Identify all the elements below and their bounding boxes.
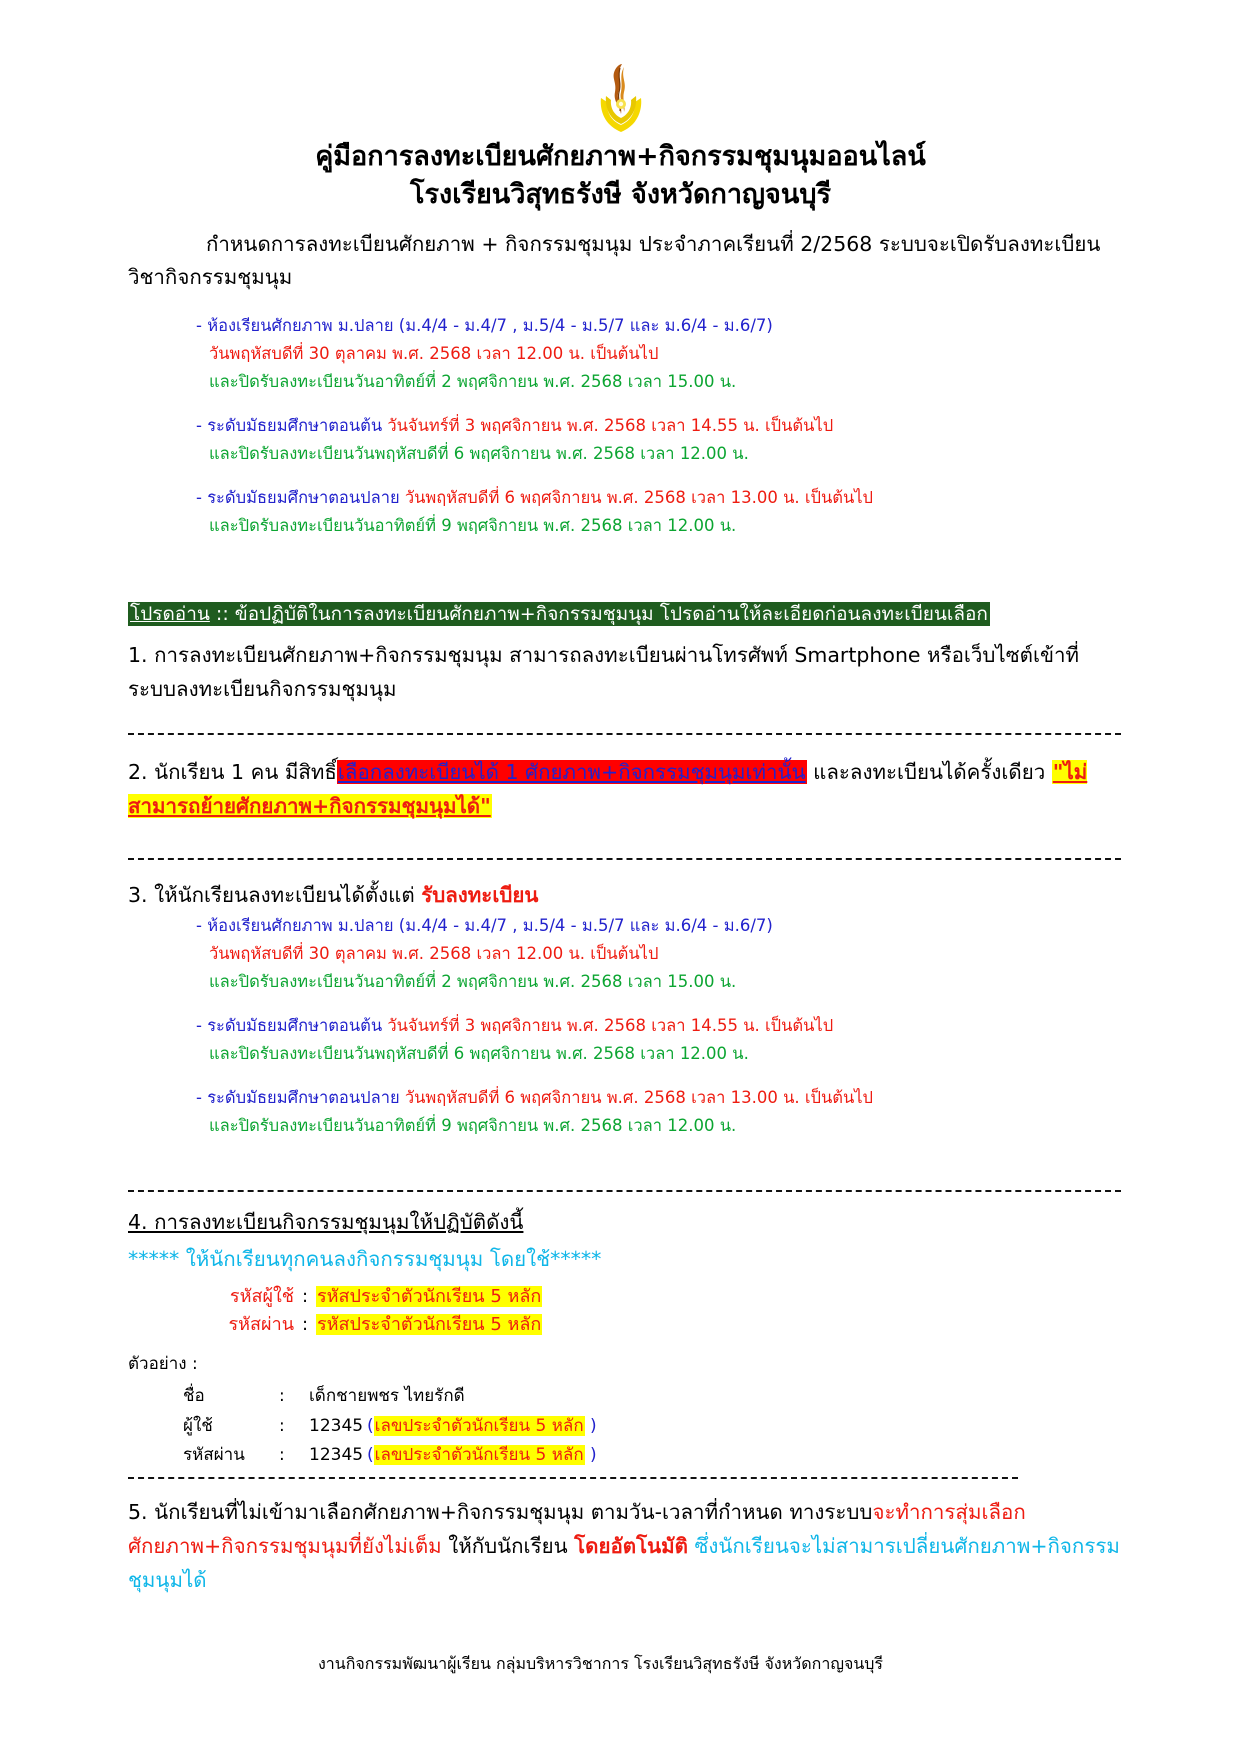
footer <box>0 1652 1241 1677</box>
example-value: เด็กชายพชร ไทยรักดี <box>309 1386 465 1406</box>
example-value: 12345 <box>309 1415 364 1436</box>
credential-label: รหัสผ่าน <box>228 1314 294 1336</box>
example-separator: : <box>279 1415 285 1436</box>
credential-label: รหัสผู้ใช้ <box>229 1286 294 1307</box>
item-4-callout: ***** ให้นักเรียนทุกคนลงกิจกรรมชุมนุม โดยใช้***** <box>128 1247 602 1271</box>
schedule-header: - ระดับมัธยมศึกษาตอนต้น วันจันทร์ที่ 3 พฤศจิกายน พ.ศ. 2568 เวลา 14.55 น. เป็นต้นไป <box>196 416 834 436</box>
page-title <box>0 138 1241 215</box>
example-separator: : <box>279 1445 285 1466</box>
title-line-2: โรงเรียนวิสุทธรังษี จังหวัดกาญจนบุรี <box>410 179 831 211</box>
example-label: ผู้ใช้ <box>183 1415 213 1436</box>
schedule-open: วันพฤหัสบดีที่ 30 ตุลาคม พ.ศ. 2568 เวลา 12.00 น. เป็นต้นไป <box>209 944 659 964</box>
school-flame-emblem-icon <box>593 62 649 136</box>
item-2-highlight-yellow: "ไม่สามารถย้ายศักยภาพ+กิจกรรมชุมนุมได้" <box>128 760 1088 819</box>
example-label: ชื่อ <box>183 1386 205 1406</box>
schedule-close: และปิดรับลงทะเบียนวันอาทิตย์ที่ 2 พฤศจิกายน พ.ศ. 2568 เวลา 15.00 น. <box>209 372 737 392</box>
item-5-seg-3: ให้กับนักเรียน <box>441 1534 575 1559</box>
schedule-close: และปิดรับลงทะเบียนวันอาทิตย์ที่ 9 พฤศจิกายน พ.ศ. 2568 เวลา 12.00 น. <box>209 1116 737 1136</box>
schedule-group <box>196 1012 873 1068</box>
schedule-group <box>196 312 873 396</box>
notice-bar-text <box>128 602 990 626</box>
intro-paragraph: กำหนดการลงทะเบียนศักยภาพ + กิจกรรมชุมนุม ประจำภาคเรียนที่ 2/2568 ระบบจะเปิดรับลงทะเบียนวิชากิจกรรมชุมนุม <box>128 232 1101 290</box>
schedule-header: - ระดับมัธยมศึกษาตอนปลาย วันพฤหัสบดีที่ 6 พฤศจิกายน พ.ศ. 2568 เวลา 13.00 น. เป็นต้นไป <box>196 1088 874 1108</box>
schedule-block-item3 <box>196 912 873 1140</box>
example-value: 12345 <box>309 1445 364 1466</box>
credential-separator: : <box>301 1286 309 1307</box>
item-3-emphasis: รับลงทะเบียน <box>421 883 539 907</box>
example-paren-open: ( <box>367 1445 374 1466</box>
item-3-part-1: 3. ให้นักเรียนลงทะเบียนได้ตั้งแต่ <box>128 883 422 907</box>
schedule-open: วันพฤหัสบดีที่ 30 ตุลาคม พ.ศ. 2568 เวลา 12.00 น. เป็นต้นไป <box>209 344 659 364</box>
schedule-close: และปิดรับลงทะเบียนวันอาทิตย์ที่ 9 พฤศจิกายน พ.ศ. 2568 เวลา 12.00 น. <box>209 516 737 536</box>
example-paren-close: ) <box>584 1445 597 1466</box>
schedule-header: - ระดับมัธยมศึกษาตอนปลาย วันพฤหัสบดีที่ 6 พฤศจิกายน พ.ศ. 2568 เวลา 13.00 น. เป็นต้นไป <box>196 488 874 508</box>
divider-1 <box>128 733 1121 735</box>
example-paren-open: ( <box>367 1415 374 1436</box>
example-note: เลขประจำตัวนักเรียน 5 หลัก <box>374 1415 584 1436</box>
schedule-group <box>196 484 873 540</box>
notice-bar <box>128 598 990 631</box>
item-4-heading-text: 4. การลงทะเบียนกิจกรรมชุมนุมให้ปฏิบัติดังนี้ <box>128 1210 524 1234</box>
item-5-seg-1: 5. นักเรียนที่ไม่เข้ามาเลือกศักยภาพ+กิจกรรมชุมนุม ตามวัน-เวลาที่กำหนด ทางระบบ <box>128 1500 873 1524</box>
item-5-seg-2: จะทำการสุ่มเลือกศักยภาพ+กิจกรรมชุมนุมที่ยังไม่เต็ม <box>128 1500 1026 1559</box>
schedule-close: และปิดรับลงทะเบียนวันพฤหัสบดีที่ 6 พฤศจิกายน พ.ศ. 2568 เวลา 12.00 น. <box>209 1044 749 1064</box>
schedule-header: - ห้องเรียนศักยภาพ ม.ปลาย (ม.4/4 - ม.4/7 , ม.5/4 - ม.5/7 และ ม.6/4 - ม.6/7) <box>196 916 773 935</box>
notice-label: โปรดอ่าน <box>130 603 210 625</box>
credential-value: รหัสประจำตัวนักเรียน 5 หลัก <box>317 1286 542 1307</box>
example-paren-close: ) <box>584 1415 597 1436</box>
credential-row <box>202 1311 542 1339</box>
item-3-paragraph <box>128 878 1123 912</box>
item-5-seg-5: ซึ่งนักเรียนจะไม่สามารเปลี่ยนศักยภาพ+กิจกรรมชุมนุมได้ <box>128 1534 1120 1593</box>
schedule-group <box>196 912 873 996</box>
example-label: รหัสผ่าน <box>183 1445 245 1466</box>
title-line-1: คู่มือการลงทะเบียนศักยภาพ+กิจกรรมชุมนุมออนไลน์ <box>315 141 926 172</box>
schedule-close: และปิดรับลงทะเบียนวันพฤหัสบดีที่ 6 พฤศจิกายน พ.ศ. 2568 เวลา 12.00 น. <box>209 444 749 464</box>
example-note: เลขประจำตัวนักเรียน 5 หลัก <box>374 1445 584 1466</box>
divider-2 <box>128 858 1121 860</box>
schedule-header: - ห้องเรียนศักยภาพ ม.ปลาย (ม.4/4 - ม.4/7 , ม.5/4 - ม.5/7 และ ม.6/4 - ม.6/7) <box>196 316 773 335</box>
footer-text: งานกิจกรรมพัฒนาผู้เรียน กลุ่มบริหารวิชาการ โรงเรียนวิสุทธรังษี จังหวัดกาญจนบุรี <box>317 1654 884 1673</box>
item-2-highlight-red: เลือกลงทะเบียนได้ 1 ศักยภาพ+กิจกรรมชุมนุมเท่านั้น <box>337 760 806 784</box>
item-4-heading <box>128 1205 1123 1239</box>
example-row <box>183 1412 597 1442</box>
item-2-paragraph <box>128 755 1123 823</box>
item-2-part-1: 2. นักเรียน 1 คน มีสิทธิ์ <box>128 760 337 784</box>
schedule-close: และปิดรับลงทะเบียนวันอาทิตย์ที่ 2 พฤศจิกายน พ.ศ. 2568 เวลา 15.00 น. <box>209 972 737 992</box>
notice-rest: :: ข้อปฏิบัติในการลงทะเบียนศักยภาพ+กิจกรรมชุมนุม โปรดอ่านให้ละเอียดก่อนลงทะเบียนเลือก <box>209 603 988 625</box>
item-5-paragraph <box>128 1495 1123 1597</box>
credential-value: รหัสประจำตัวนักเรียน 5 หลัก <box>317 1314 542 1336</box>
item-2-part-2: และลงทะเบียนได้ครั้งเดียว <box>806 760 1052 784</box>
example-heading: ตัวอย่าง : <box>128 1354 198 1374</box>
example-list <box>183 1382 597 1471</box>
item-5-seg-4: โดยอัตโนมัติ <box>574 1534 688 1559</box>
example-row <box>183 1382 597 1412</box>
schedule-group <box>196 412 873 468</box>
divider-4 <box>128 1477 1018 1479</box>
schedule-group <box>196 1084 873 1140</box>
example-separator: : <box>279 1386 285 1406</box>
schedule-header: - ระดับมัธยมศึกษาตอนต้น วันจันทร์ที่ 3 พฤศจิกายน พ.ศ. 2568 เวลา 14.55 น. เป็นต้นไป <box>196 1016 834 1036</box>
credential-separator: : <box>301 1314 309 1336</box>
divider-3 <box>128 1190 1121 1192</box>
example-row <box>183 1441 597 1471</box>
credentials-list <box>202 1283 542 1340</box>
logo-container <box>0 62 1241 140</box>
item-1-paragraph: 1. การลงทะเบียนศักยภาพ+กิจกรรมชุมนุม สามารถลงทะเบียนผ่านโทรศัพท์ Smartphone หรือเว็บไซต์เข้าที่ ระบบลงทะเบียนกิจกรรมชุมนุม <box>128 643 1080 702</box>
schedule-block-top <box>196 312 873 540</box>
credential-row <box>202 1283 542 1311</box>
